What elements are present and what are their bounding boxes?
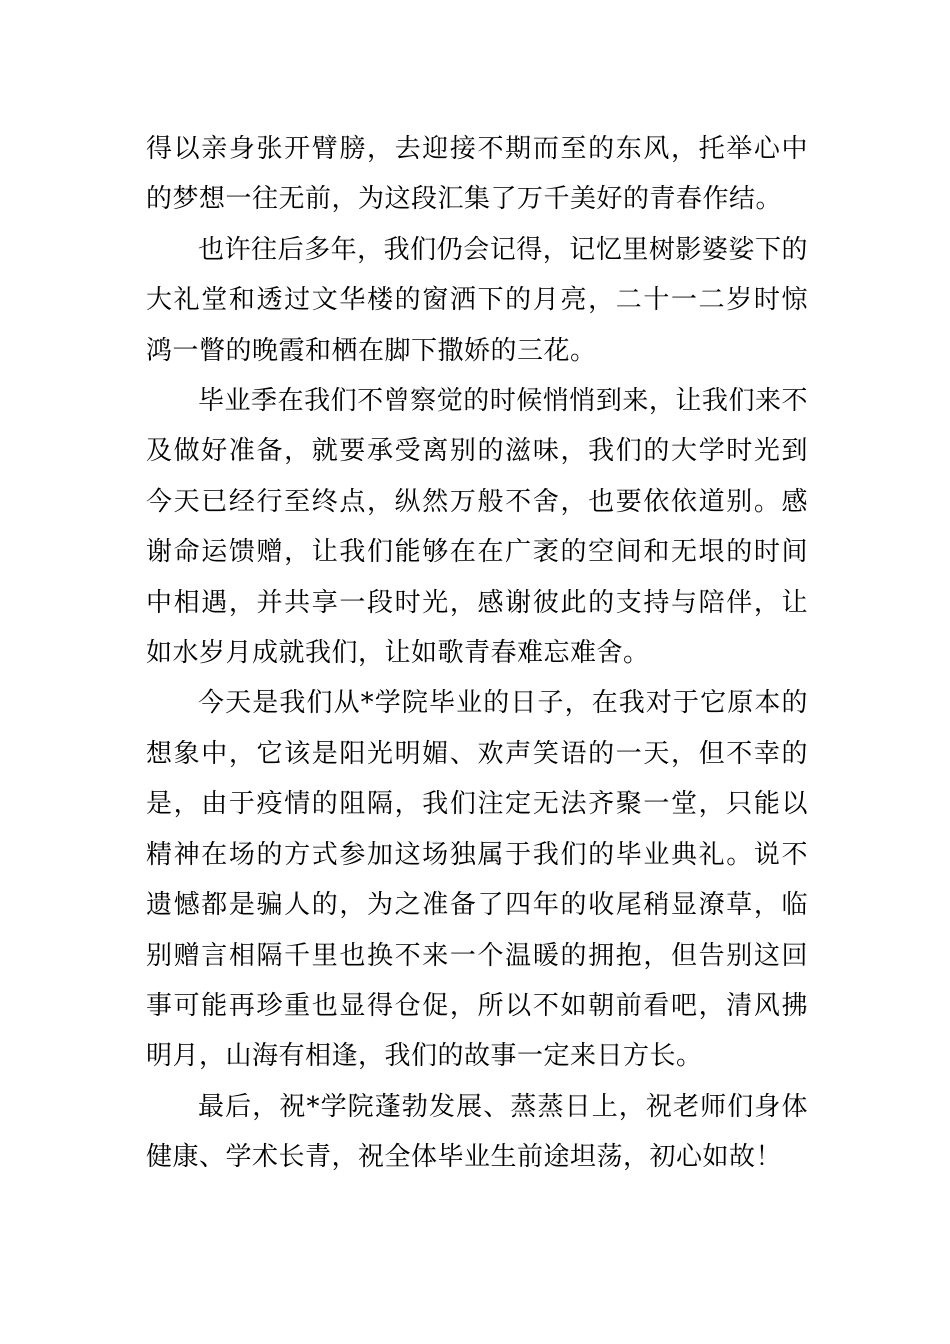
document-body xyxy=(146,124,808,1183)
paragraph-closing-wishes: 最后，祝*学院蓬勃发展、蒸蒸日上，祝老师们身体健康、学术长青，祝全体毕业生前途坦荡，初心如故！ xyxy=(146,1091,808,1173)
paragraph-memories: 也许往后多年，我们仍会记得，记忆里树影婆娑下的大礼堂和透过文华楼的窗洒下的月亮，二十一二岁时惊鸿一瞥的晚霞和栖在脚下撒娇的三花。 xyxy=(146,234,808,366)
paragraph-graduation-season: 毕业季在我们不曾察觉的时候悄悄到来，让我们来不及做好准备，就要承受离别的滋味，我们的大学时光到今天已经行至终点，纵然万般不舍，也要依依道别。感谢命运馈赠，让我们能够在在广袤的空间和无垠的时间中相遇，并共享一段时光，感谢彼此的支持与陪伴，让如水岁月成就我们，让如歌青春难忘难舍。 xyxy=(146,386,808,669)
paragraph-continuation: 得以亲身张开臂膀，去迎接不期而至的东风，托举心中的梦想一往无前，为这段汇集了万千美好的青春作结。 xyxy=(146,134,808,215)
paragraph-graduation-day: 今天是我们从*学院毕业的日子，在我对于它原本的想象中，它该是阳光明媚、欢声笑语的一天，但不幸的是，由于疫情的阻隔，我们注定无法齐聚一堂，只能以精神在场的方式参加这场独属于我们的毕业典礼。说不遗憾都是骗人的，为之准备了四年的收尾稍显潦草，临别赠言相隔千里也换不来一个温暖的拥抱，但告别这回事可能再珍重也显得仓促，所以不如朝前看吧，清风拂明月，山海有相逢，我们的故事一定来日方长。 xyxy=(146,688,808,1072)
